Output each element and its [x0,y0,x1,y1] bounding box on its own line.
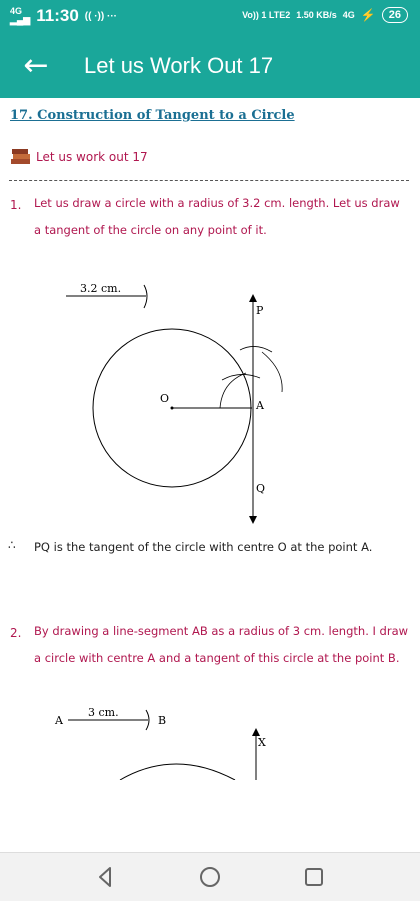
nav-recents-icon[interactable] [294,861,334,893]
more-icon: (( ·)) ··· [84,10,117,22]
label-q: Q [256,482,266,495]
system-nav-bar [0,852,420,901]
label-p: P [256,304,264,317]
charging-icon: ⚡ [360,8,376,22]
q1-number: 1. [10,198,22,212]
battery-icon: 26 [382,7,408,23]
volte: Vo)) 1 LTE2 [242,10,291,20]
page-title: Let us Work Out 17 [84,53,274,78]
radius-label: 3.2 cm. [80,282,122,295]
label-a: A [256,399,264,412]
nav-home-icon[interactable] [190,861,230,893]
nav-back-icon[interactable] [86,861,126,893]
therefore-symbol: ∴ [8,538,16,552]
subheading-text: Let us work out 17 [36,150,148,164]
signal-icon: 4G ▂▄▆ [10,6,31,25]
q2-text: By drawing a line-segment AB as a radius of 3 cm. length. I draw a circle with centre A and a tangent of this circle at the point B. [34,624,409,665]
back-arrow-icon[interactable]: ← [23,48,49,83]
label-b2: B [158,714,167,727]
content[interactable] [0,98,420,780]
section-heading: 17. Construction of Tangent to a Circle [10,108,295,123]
net2: 4G [342,10,355,20]
figure-1-tangent [0,280,420,530]
label-o: O [160,392,170,405]
q2-number: 2. [10,626,22,640]
status-bar [0,0,420,34]
subheading [10,148,148,166]
clock: 11:30 [36,6,79,25]
q1-result: PQ is the tangent of the circle with centre O at the point A. [34,540,373,554]
books-icon [10,148,32,166]
q1-text: Let us draw a circle with a radius of 3.2 cm. length. Let us draw a tangent of the circle on any point of it. [34,196,400,237]
label-x: X [258,736,266,749]
divider [9,180,409,181]
label-a2: A [55,714,63,727]
speed: 1.50 KB/s [296,10,337,20]
app-bar [0,34,420,98]
figure-2 [0,698,420,780]
label-3cm: 3 cm. [88,706,119,719]
